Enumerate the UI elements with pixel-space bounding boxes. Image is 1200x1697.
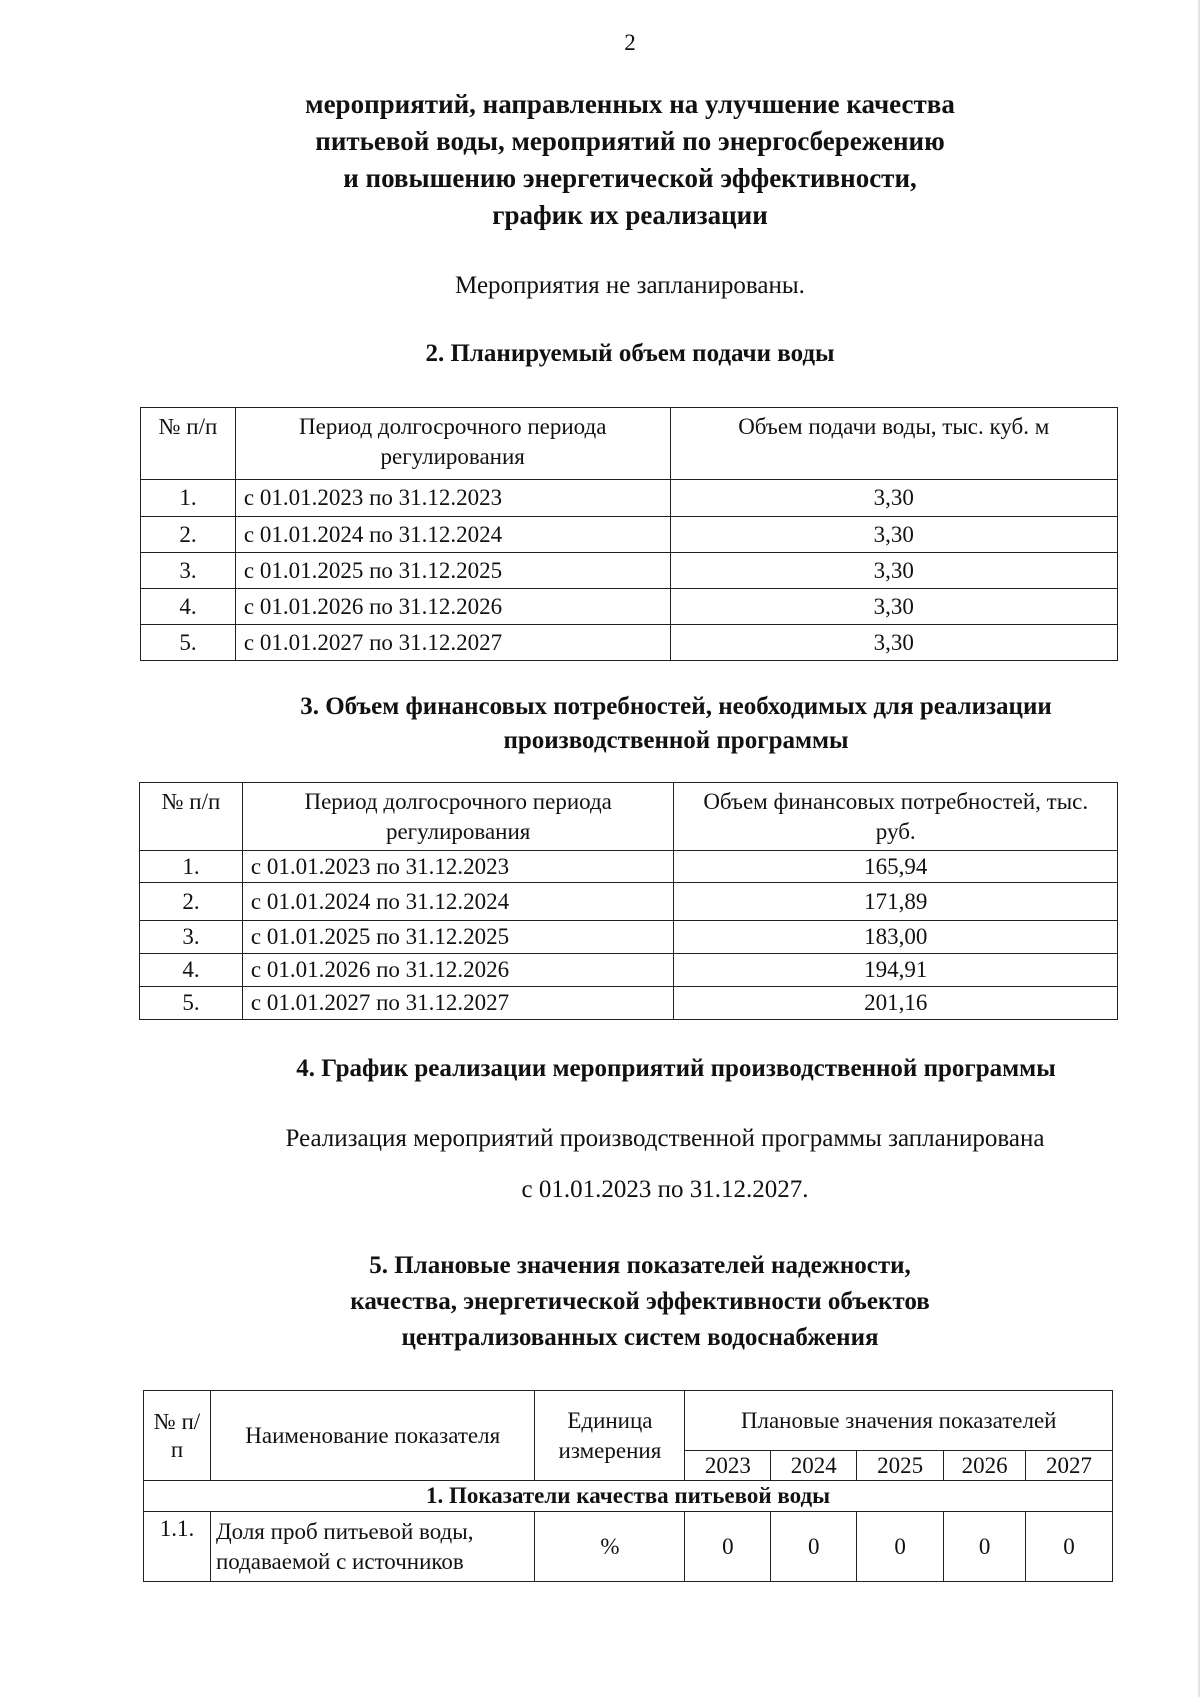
header-unit: Единица измерения <box>535 1391 685 1481</box>
table-row <box>141 553 1118 589</box>
row-num: 3. <box>140 921 243 954</box>
section3-heading-line: производственной программы <box>503 727 849 754</box>
header-year: 2027 <box>1026 1451 1113 1481</box>
row-value: 183,00 <box>674 921 1118 954</box>
header-year: 2026 <box>944 1451 1026 1481</box>
row-period: с 01.01.2025 по 31.12.2025 <box>242 921 674 954</box>
table-row <box>141 625 1118 661</box>
row-value: 0 <box>1026 1512 1113 1582</box>
row-num: 1. <box>141 480 236 517</box>
section5-heading-line: 5. Плановые значения показателей надежности, <box>369 1252 911 1279</box>
row-value: 201,16 <box>674 987 1118 1020</box>
row-indicator-name: Доля проб питьевой воды, подаваемой с источников <box>210 1512 535 1582</box>
row-num: 3. <box>141 553 236 589</box>
row-value: 194,91 <box>674 954 1118 987</box>
section3-heading <box>236 690 1116 758</box>
row-period: с 01.01.2025 по 31.12.2025 <box>235 553 670 589</box>
section5-heading-line: качества, энергетической эффективности объектов <box>350 1288 930 1315</box>
row-period: с 01.01.2026 по 31.12.2026 <box>242 954 674 987</box>
header-finance: Объем финансовых потребностей, тыс. руб. <box>674 783 1118 851</box>
row-period: с 01.01.2026 по 31.12.2026 <box>235 589 670 625</box>
row-period: с 01.01.2023 по 31.12.2023 <box>235 480 670 517</box>
title-line: мероприятий, направленных на улучшение качества <box>305 89 955 119</box>
subsection-title: 1. Показатели качества питьевой воды <box>144 1481 1113 1512</box>
row-period: с 01.01.2027 по 31.12.2027 <box>235 625 670 661</box>
row-value: 3,30 <box>670 480 1118 517</box>
table-row <box>144 1512 1113 1582</box>
row-value: 3,30 <box>670 589 1118 625</box>
section1-note: Мероприятия не запланированы. <box>455 272 805 299</box>
table-row <box>140 954 1118 987</box>
table-row <box>140 851 1118 883</box>
header-period: Период долгосрочного периода регулирования <box>235 408 670 480</box>
section4-text: с 01.01.2023 по 31.12.2027. <box>521 1176 809 1203</box>
row-value: 0 <box>685 1512 771 1582</box>
header-num: № п/п <box>141 408 236 480</box>
header-plan-values: Плановые значения показателей <box>685 1391 1113 1451</box>
title-line: и повышению энергетической эффективности, <box>343 163 917 193</box>
row-unit: % <box>535 1512 685 1582</box>
table-row <box>141 517 1118 553</box>
section5-heading <box>250 1248 1030 1356</box>
header-period: Период долгосрочного периода регулирования <box>242 783 674 851</box>
row-value: 0 <box>857 1512 944 1582</box>
table-row <box>141 480 1118 517</box>
header-year: 2025 <box>857 1451 944 1481</box>
header-year: 2024 <box>771 1451 857 1481</box>
section4-heading: 4. График реализации мероприятий производственной программы <box>296 1055 1056 1082</box>
row-value: 165,94 <box>674 851 1118 883</box>
row-period: с 01.01.2024 по 31.12.2024 <box>235 517 670 553</box>
header-volume: Объем подачи воды, тыс. куб. м <box>670 408 1118 480</box>
water-supply-table <box>140 407 1118 661</box>
row-period: с 01.01.2027 по 31.12.2027 <box>242 987 674 1020</box>
table-section-row <box>144 1481 1113 1512</box>
row-num: 5. <box>141 625 236 661</box>
row-num: 5. <box>140 987 243 1020</box>
row-period: с 01.01.2023 по 31.12.2023 <box>242 851 674 883</box>
table-header-row <box>144 1391 1113 1451</box>
table-row <box>140 987 1118 1020</box>
table-header-row <box>141 408 1118 480</box>
document-title <box>0 86 1200 234</box>
title-line: питьевой воды, мероприятий по энергосбережению <box>315 126 945 156</box>
header-indicator-name: Наименование показателя <box>210 1391 535 1481</box>
table-row <box>140 921 1118 954</box>
row-period: с 01.01.2024 по 31.12.2024 <box>242 883 674 921</box>
row-num: 2. <box>141 517 236 553</box>
section5-heading-line: централизованных систем водоснабжения <box>401 1324 879 1351</box>
header-num: № п/п <box>140 783 243 851</box>
table-row <box>141 589 1118 625</box>
title-line: график их реализации <box>492 200 768 230</box>
row-value: 3,30 <box>670 625 1118 661</box>
row-value: 171,89 <box>674 883 1118 921</box>
header-num: № п/п <box>144 1391 211 1481</box>
table-header-row <box>140 783 1118 851</box>
page-number: 2 <box>624 30 636 55</box>
indicators-table <box>143 1390 1113 1582</box>
section3-heading-line: 3. Объем финансовых потребностей, необходимых для реализации <box>300 693 1052 720</box>
row-value: 3,30 <box>670 553 1118 589</box>
row-value: 3,30 <box>670 517 1118 553</box>
row-num: 2. <box>140 883 243 921</box>
row-num: 1. <box>140 851 243 883</box>
row-num: 1.1. <box>144 1512 211 1582</box>
section4-text: Реализация мероприятий производственной программы запланирована <box>285 1125 1045 1152</box>
section2-heading: 2. Планируемый объем подачи воды <box>425 340 835 367</box>
header-year: 2023 <box>685 1451 771 1481</box>
row-value: 0 <box>771 1512 857 1582</box>
row-num: 4. <box>141 589 236 625</box>
table-row <box>140 883 1118 921</box>
row-num: 4. <box>140 954 243 987</box>
row-value: 0 <box>944 1512 1026 1582</box>
financial-needs-table <box>139 782 1118 1020</box>
